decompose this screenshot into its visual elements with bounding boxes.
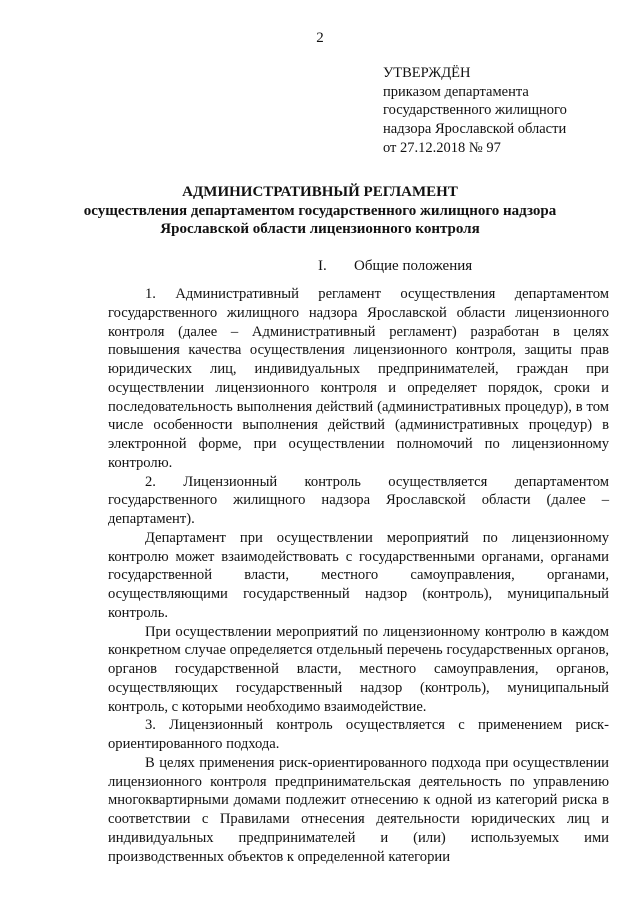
approval-line-department: государственного жилищного (383, 102, 567, 119)
paragraph-2: 2. Лицензионный контроль осуществляется департаментом государственного жилищного надзора Ярославской области (далее – департамент). (108, 473, 609, 527)
paragraph-6: В целях применения риск-ориентированного подхода при осуществлении лицензионного контроля предпринимательская деятельность по управлению многоквартирными домами подлежит отнесению к одной из категорий риска в соответствии с Правилами отнесения деятельности юридических лиц и индивидуальных предпринимателей и (или) используемых ими производственных объектов к определенной категории (108, 754, 609, 865)
document-subtitle-line2: Ярославской области лицензионного контроля (160, 221, 480, 237)
page-number: 2 (316, 30, 324, 46)
section-heading (318, 258, 472, 275)
document-body (108, 285, 609, 866)
paragraph-3: Департамент при осуществлении мероприятий по лицензионному контролю может взаимодействовать с государственными органами, органами государственной власти, местного самоуправления, органами, осуществляющими государственный надзор (контроль), муниципальный контроль. (108, 529, 609, 621)
paragraph-1: 1. Административный регламент осуществления департаментом государственного жилищного надзора Ярославской области лицензионного контроля (далее – Административный регламент) разработан в целях повышения качества осуществления лицензионного контроля, защиты прав юридических лиц, индивидуальных предпринимателей, граждан при осуществлении лицензионного контроля и определяет порядок, сроки и последовательность выполнения действий (административных процедур), в том числе особенности выполнения действий (административных процедур) в электронной форме, при осуществлении полномочий по лицензионному контролю. (108, 286, 609, 471)
section-number: I. (318, 258, 327, 274)
approval-line-date: от 27.12.2018 № 97 (383, 139, 501, 156)
approval-line-approved: УТВЕРЖДЁН (383, 65, 471, 81)
document-title: АДМИНИСТРАТИВНЫЙ РЕГЛАМЕНТ (182, 184, 458, 200)
paragraph-5: 3. Лицензионный контроль осуществляется с применением риск-ориентированного подхода. (108, 717, 609, 752)
paragraph-4: При осуществлении мероприятий по лицензионному контролю в каждом конкретном случае определяется отдельный перечень государственных органов, органов государственной власти, местного самоуправления, органов, осуществляющих государственный надзор (контроль), муниципальный контроль, с которыми необходимо взаимодействие. (108, 623, 609, 715)
approval-block (383, 64, 567, 158)
approval-line-region: надзора Ярославской области (383, 121, 567, 138)
approval-line-order: приказом департамента (383, 83, 529, 100)
section-title: Общие положения (354, 258, 473, 274)
document-subtitle-line1: осуществления департаментом государственного жилищного надзора (83, 203, 557, 219)
